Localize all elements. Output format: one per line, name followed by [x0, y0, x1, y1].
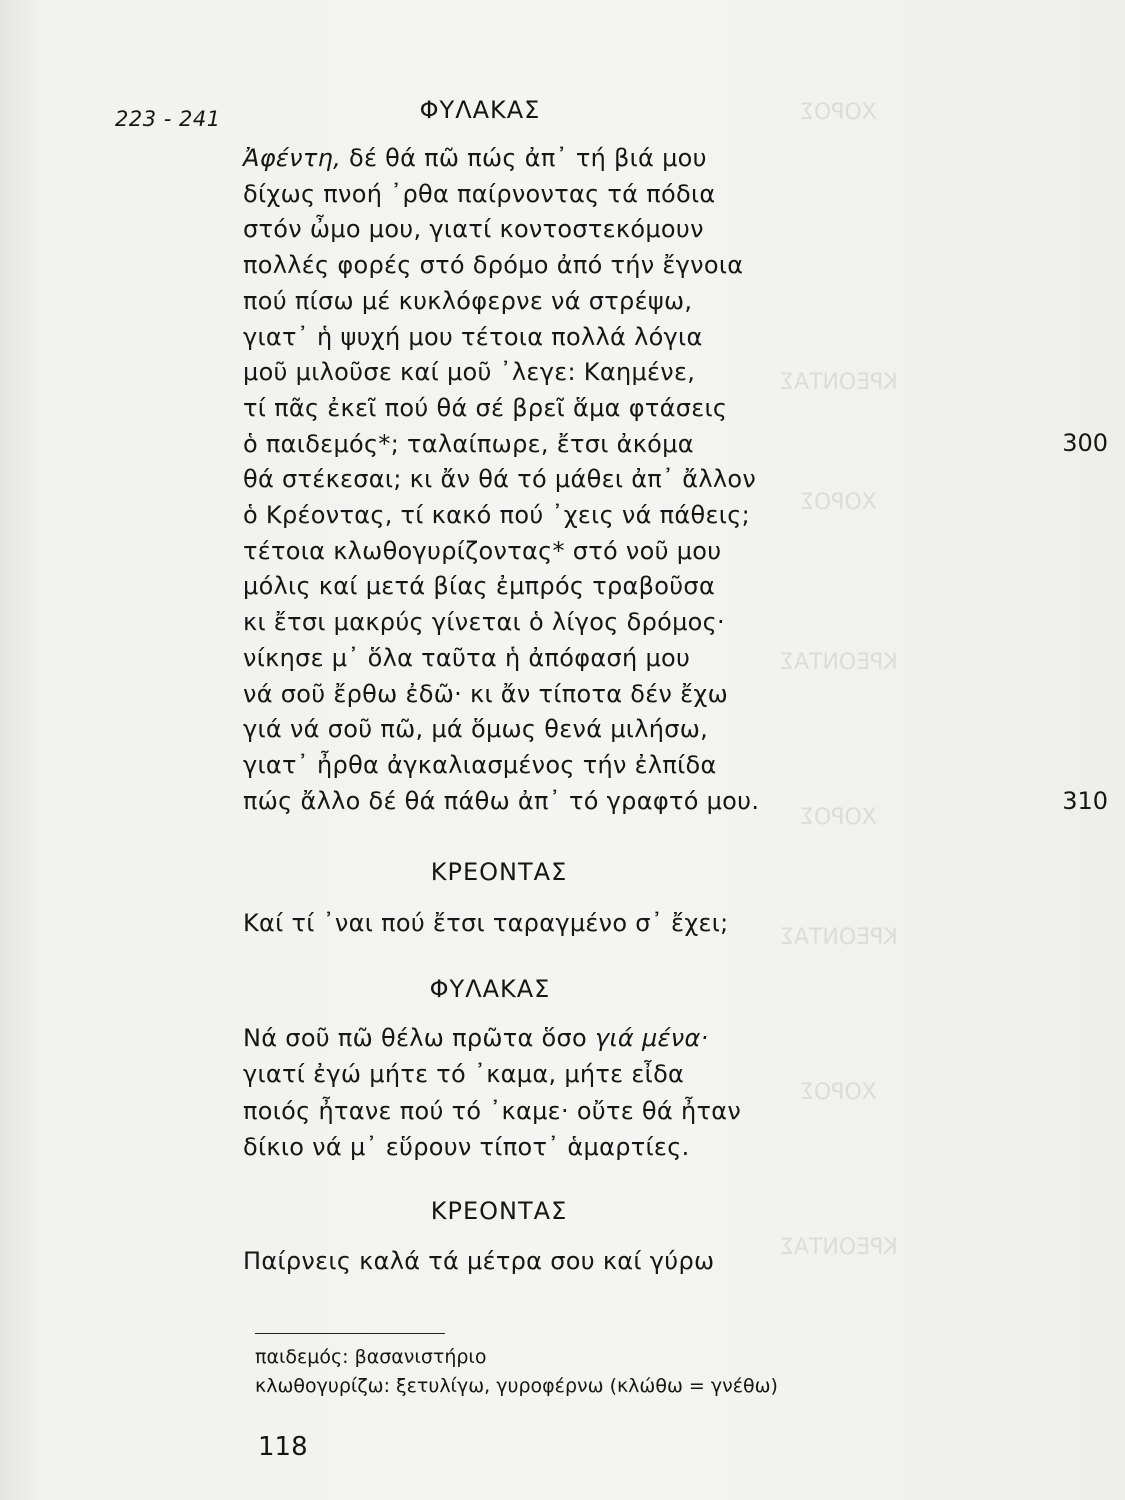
verse-line	[243, 251, 743, 279]
verse-italic: Ἀφέντη,	[243, 144, 342, 172]
verse-text: γιά νά σοῦ πῶ, μά ὅμως θενά μιλήσω,	[243, 715, 709, 744]
verse-text: νά σοῦ ἔρθω ἐδῶ· κι ἄν τίποτα δέν ἔχω	[243, 679, 728, 708]
verse-text: πού πίσω μέ κυκλόφερνε νά στρέψω,	[243, 286, 693, 315]
show-through: ΚΡΕΟΝΤΑΣ	[780, 370, 898, 395]
verse-line	[243, 1060, 684, 1088]
speaker-heading: ΦΥΛΑΚΑΣ	[419, 96, 541, 124]
footnote-rule	[255, 1333, 445, 1334]
show-through: ΚΡΕΟΝΤΑΣ	[780, 1235, 898, 1260]
line-range: 223 - 241	[115, 107, 221, 131]
verse-line	[243, 751, 717, 779]
show-through: ΧΟΡΟΣ	[800, 1080, 877, 1105]
speaker-heading: ΚΡΕΟΝΤΑΣ	[430, 858, 568, 886]
verse-line	[243, 1133, 690, 1161]
speaker-heading: ΚΡΕΟΝΤΑΣ	[430, 1197, 568, 1225]
verse-line	[243, 572, 715, 600]
speaker-heading: ΦΥΛΑΚΑΣ	[429, 975, 551, 1003]
verse-line	[243, 501, 750, 529]
verse-text: δίχως πνοή ᾿ρθα παίρνοντας τά πόδια	[243, 179, 716, 208]
verse-text: πολλές φορές στό δρόμο ἀπό τήν ἔγνοια	[243, 251, 744, 280]
verse-line	[243, 144, 707, 172]
verse-line	[243, 715, 708, 743]
show-through: ΚΡΕΟΝΤΑΣ	[780, 650, 898, 675]
verse-text: ὁ παιδεμός*; ταλαίπωρε, ἔτσι ἀκόμα	[243, 429, 694, 458]
verse-line	[243, 465, 756, 493]
verse-text: μόλις καί μετά βίας ἐμπρός τραβοῦσα	[243, 572, 716, 601]
verse-line	[243, 680, 728, 708]
verse-text: Νά σοῦ πῶ θέλω πρῶτα ὅσο	[243, 1024, 595, 1052]
verse-text: θά στέκεσαι; κι ἄν θά τό μάθει ἀπ᾿ ἄλλον	[243, 465, 757, 494]
verse-text: τί πᾶς ἐκεῖ πού θά σέ βρεῖ ἅμα φτάσεις	[243, 393, 728, 422]
verse-line: Καί τί ᾿ναι πού ἔτσι ταραγμένο σ᾿ ἔχει;	[243, 909, 729, 937]
verse-text: ποιός ἦτανε πού τό ᾿καμε· οὔτε θά ἦταν	[243, 1096, 742, 1125]
show-through: ΚΡΕΟΝΤΑΣ	[780, 925, 898, 950]
show-through: ΧΟΡΟΣ	[800, 100, 877, 125]
verse-line	[243, 608, 725, 636]
verse-text: γιατί ἐγώ μήτε τό ᾿καμα, μήτε εἶδα	[243, 1060, 685, 1089]
show-through: ΧΟΡΟΣ	[800, 490, 877, 515]
verse-line	[243, 537, 721, 565]
verse-text: δίκιο νά μ᾿ εὕρουν τίποτ᾿ ἁμαρτίες.	[243, 1132, 690, 1161]
verse-line	[243, 430, 694, 458]
footnote: κλωθογυρίζω: ξετυλίγω, γυροφέρνω (κλώθω = γνέθω)	[255, 1375, 778, 1397]
verse-text: μοῦ μιλοῦσε καί μοῦ ᾿λεγε: Καημένε,	[243, 358, 696, 387]
verse-line	[243, 323, 703, 351]
verse-text: γιατ᾿ ἦρθα ἀγκαλιασμένος τήν ἐλπίδα	[243, 750, 717, 779]
verse-line	[243, 287, 692, 315]
verse-text: δέ θά πῶ πώς ἀπ᾿ τή βιά μου	[341, 144, 707, 172]
footnote: παιδεμός: βασανιστήριο	[255, 1346, 487, 1368]
verse-line	[243, 644, 690, 672]
verse-text: τέτοια κλωθογυρίζοντας* στό νοῦ μου	[243, 536, 722, 565]
page-number: 118	[258, 1432, 308, 1462]
verse-line	[243, 394, 727, 422]
verse-line	[243, 1097, 741, 1125]
line-number: 310	[1062, 787, 1108, 815]
verse-text: νίκησε μ᾿ ὅλα ταῦτα ἡ ἀπόφασή μου	[243, 643, 691, 672]
verse-line	[243, 787, 759, 815]
verse-italic: γιά μένα·	[594, 1024, 709, 1052]
verse-text: γιατ᾿ ἡ ψυχή μου τέτοια πολλά λόγια	[243, 322, 703, 351]
verse-line: Παίρνεις καλά τά μέτρα σου καί γύρω	[243, 1247, 715, 1275]
verse-line	[243, 180, 716, 208]
show-through: ΧΟΡΟΣ	[800, 805, 877, 830]
verse-text: ὁ Κρέοντας, τί κακό πού ᾿χεις νά πάθεις;	[243, 501, 750, 529]
verse-text: κι ἔτσι μακρύς γίνεται ὁ λίγος δρόμος·	[243, 608, 725, 637]
verse-line	[243, 358, 695, 386]
verse-text: πώς ἄλλο δέ θά πάθω ἀπ᾿ τό γραφτό μου.	[243, 786, 760, 815]
verse-text: στόν ὦμο μου, γιατί κοντοστεκόμουν	[243, 215, 704, 244]
verse-line	[243, 1024, 709, 1052]
verse-line	[243, 215, 704, 243]
line-number: 300	[1062, 429, 1108, 457]
